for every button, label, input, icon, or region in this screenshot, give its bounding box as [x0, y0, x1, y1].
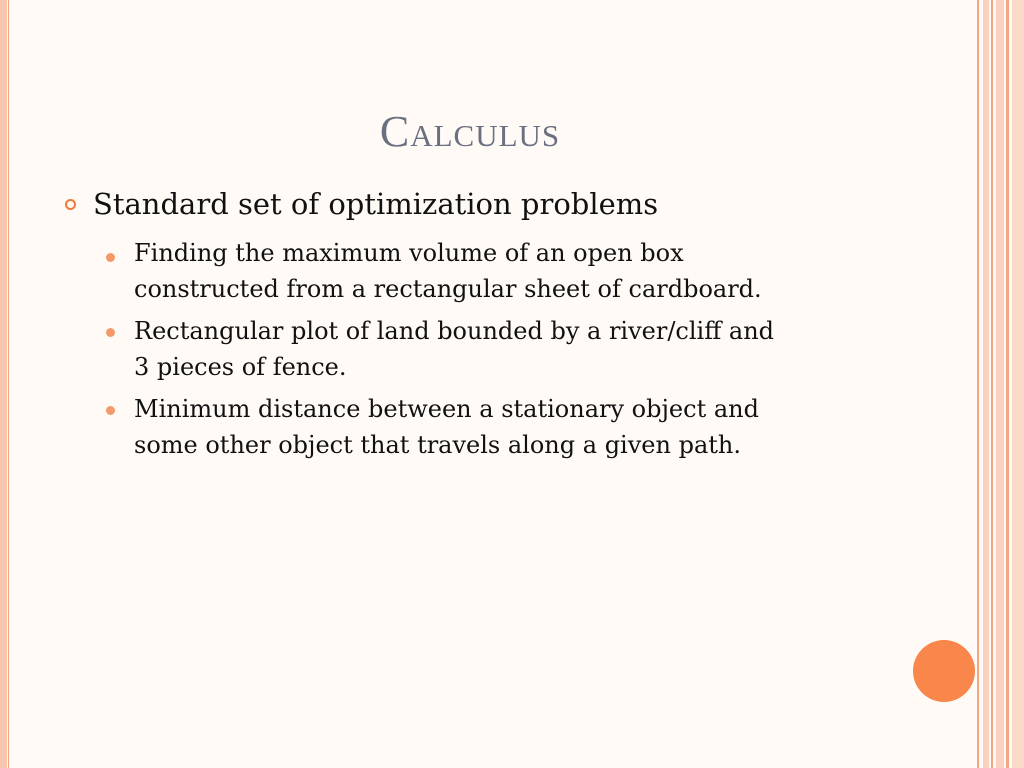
right-border-stripe: [996, 0, 1004, 768]
dot-bullet-icon: [106, 253, 115, 262]
sub-point-line: Rectangular plot of land bounded by a river/cliff and: [134, 317, 775, 345]
slide-title: Calculus: [379, 107, 561, 156]
sub-point: [134, 313, 874, 385]
sub-point-line: Minimum distance between a stationary object and: [134, 395, 759, 423]
ring-bullet-icon: [65, 199, 76, 210]
dot-bullet-icon: [106, 328, 115, 337]
sub-point: [134, 391, 874, 463]
right-border-stripe: [977, 0, 979, 768]
sub-point-line: Finding the maximum volume of an open box: [134, 239, 684, 267]
sub-point-line: some other object that travels along a given path.: [134, 431, 741, 459]
main-point: Standard set of optimization problems: [93, 187, 659, 221]
decorative-circle: [913, 640, 975, 702]
sub-point: [134, 235, 874, 307]
sub-point-line: constructed from a rectangular sheet of cardboard.: [134, 275, 762, 303]
right-border-stripe: [1006, 0, 1009, 768]
dot-bullet-icon: [106, 406, 115, 415]
sub-point-line: 3 pieces of fence.: [134, 353, 347, 381]
right-border-stripe: [991, 0, 993, 768]
right-border-stripe: [1012, 0, 1024, 768]
right-border-stripe: [983, 0, 989, 768]
